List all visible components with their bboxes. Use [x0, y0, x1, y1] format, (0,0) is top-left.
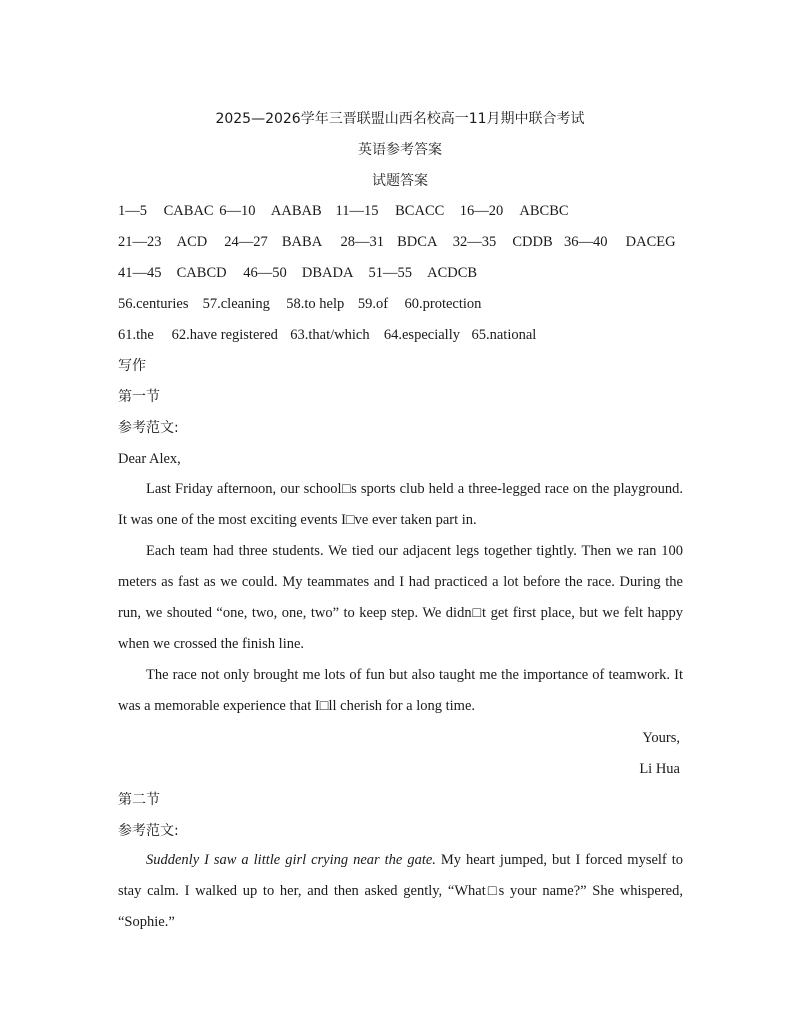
- part2-label: 第二节: [118, 792, 160, 808]
- letter-paragraph-3: The race not only brought me lots of fun but also taught me the importance of teamwork. It was a memorable experience that I□ll cherish for a long time.: [118, 667, 683, 714]
- story-paragraph-1: [118, 845, 683, 938]
- answer-row-4: [118, 295, 481, 313]
- answer-range: 16—20: [459, 203, 504, 219]
- answer-key: BDCA: [397, 234, 438, 250]
- part1-sample-label: 参考范文:: [118, 420, 179, 436]
- story-continuation: My heart jumped, but I forced myself to stay calm. I walked up to her, and then asked gently, “What□s your name?” She whispered, “Sophie.”: [118, 852, 683, 930]
- answer-row-1: [118, 202, 569, 220]
- answer-key: ABCBC: [519, 203, 569, 219]
- part2-sample-label: 参考范文:: [118, 823, 179, 839]
- answer-key: ACDCB: [427, 265, 478, 281]
- answer-row-2: [118, 233, 676, 251]
- answer-range: 6—10: [219, 203, 256, 219]
- answer-item: 64.especially: [383, 327, 460, 343]
- letter-paragraph-2: Each team had three students. We tied our adjacent legs together tightly. Then we ran 100 meters as fast as we could. My teammates and I had practiced a lot before the race. During the run, we shouted “one, two, one, two” to keep step. We didn□t get first place, but we felt happy when we crossed the finish line.: [118, 543, 683, 652]
- answer-key: CABAC: [163, 203, 214, 219]
- answer-item: 65.national: [471, 327, 537, 343]
- answer-range: 36—40: [564, 234, 608, 250]
- letter-signature: Li Hua: [639, 761, 680, 777]
- answer-range: 46—50: [243, 265, 287, 281]
- letter-paragraph-1: Last Friday afternoon, our school□s sports club held a three-legged race on the playground. It was one of the most exciting events I□ve ever taken part in.: [118, 481, 683, 528]
- answer-item: 61.the: [118, 327, 154, 343]
- answer-range: 51—55: [368, 265, 412, 281]
- answer-key: CDDB: [512, 234, 553, 250]
- answer-row-5: [118, 326, 536, 344]
- subject-title: 英语参考答案: [358, 142, 442, 158]
- exam-title: 2025—2026学年三晋联盟山西名校高一11月期中联合考试: [215, 111, 585, 127]
- answer-range: 1—5: [118, 203, 147, 219]
- answer-range: 32—35: [452, 234, 497, 250]
- answer-item: 59.of: [357, 296, 389, 312]
- answer-key: BCACC: [395, 203, 445, 219]
- answer-key: ACD: [176, 234, 208, 250]
- answer-row-3: [118, 264, 477, 282]
- writing-heading: 写作: [118, 358, 146, 374]
- answer-item: 57.cleaning: [202, 296, 270, 312]
- answer-key: BABA: [281, 234, 323, 250]
- answer-item: 60.protection: [404, 296, 482, 312]
- answer-range: 21—23: [118, 234, 162, 250]
- answer-key: DACEG: [625, 234, 676, 250]
- answer-item: 56.centuries: [118, 296, 189, 312]
- answer-range: 11—15: [335, 203, 379, 219]
- answer-item: 63.that/which: [290, 327, 370, 343]
- part1-label: 第一节: [118, 389, 160, 405]
- letter-greeting: Dear Alex,: [118, 451, 181, 467]
- answer-item: 58.to help: [286, 296, 345, 312]
- answer-key: CABCD: [176, 265, 227, 281]
- answer-range: 41—45: [118, 265, 162, 281]
- letter-closing: Yours,: [642, 730, 680, 746]
- section-title: 试题答案: [372, 173, 428, 189]
- answer-key: AABAB: [270, 203, 322, 219]
- answer-item: 62.have registered: [171, 327, 278, 343]
- story-opening-sentence: Suddenly I saw a little girl crying near the gate.: [146, 852, 436, 868]
- answer-range: 24—27: [224, 234, 268, 250]
- answer-key: DBADA: [301, 265, 354, 281]
- answer-range: 28—31: [340, 234, 384, 250]
